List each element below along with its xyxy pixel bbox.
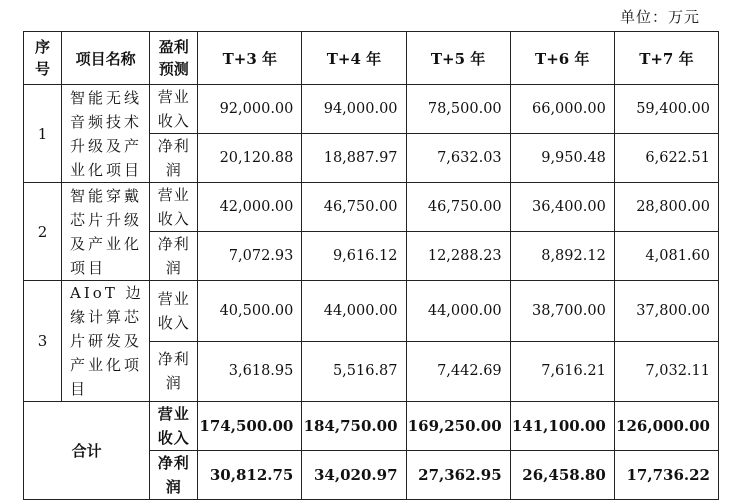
value-cell: 78,500.00 xyxy=(406,85,510,134)
value-cell: 46,750.00 xyxy=(302,183,406,232)
table-row xyxy=(24,183,719,232)
project-name: 智能无线音频技术升级及产业化项目 xyxy=(62,85,150,183)
table-row xyxy=(24,281,719,342)
header-forecast: 盈利 预测 xyxy=(150,32,198,85)
total-label: 合计 xyxy=(24,402,150,500)
value-cell: 9,616.12 xyxy=(302,232,406,281)
value-cell: 18,887.97 xyxy=(302,134,406,183)
value-cell: 37,800.00 xyxy=(614,281,718,342)
value-cell: 6,622.51 xyxy=(614,134,718,183)
forecast-type: 净利 润 xyxy=(150,232,198,281)
value-cell: 94,000.00 xyxy=(302,85,406,134)
table-row xyxy=(24,85,719,134)
value-cell: 8,892.12 xyxy=(510,232,614,281)
value-cell: 40,500.00 xyxy=(198,281,302,342)
value-cell: 20,120.88 xyxy=(198,134,302,183)
value-cell: 7,616.21 xyxy=(510,341,614,402)
project-name: 智能穿戴芯片升级及产业化项目 xyxy=(62,183,150,281)
value-cell: 92,000.00 xyxy=(198,85,302,134)
value-cell: 169,250.00 xyxy=(406,402,510,451)
header-year: T+5 年 xyxy=(406,32,510,85)
value-cell: 9,950.48 xyxy=(510,134,614,183)
value-cell: 42,000.00 xyxy=(198,183,302,232)
value-cell: 7,032.11 xyxy=(614,341,718,402)
header-year: T+7 年 xyxy=(614,32,718,85)
forecast-type: 营业 收入 xyxy=(150,85,198,134)
value-cell: 3,618.95 xyxy=(198,341,302,402)
row-seq: 3 xyxy=(24,281,62,402)
value-cell: 38,700.00 xyxy=(510,281,614,342)
value-cell: 36,400.00 xyxy=(510,183,614,232)
value-cell: 12,288.23 xyxy=(406,232,510,281)
forecast-type: 净利 润 xyxy=(150,134,198,183)
value-cell: 34,020.97 xyxy=(302,451,406,500)
value-cell: 7,632.03 xyxy=(406,134,510,183)
value-cell: 174,500.00 xyxy=(198,402,302,451)
value-cell: 7,442.69 xyxy=(406,341,510,402)
value-cell: 26,458.80 xyxy=(510,451,614,500)
header-year: T+4 年 xyxy=(302,32,406,85)
forecast-type: 营业 收入 xyxy=(150,402,198,451)
forecast-type: 营业 收入 xyxy=(150,281,198,342)
unit-label: 单位：万元 xyxy=(619,8,700,26)
value-cell: 7,072.93 xyxy=(198,232,302,281)
header-year: T+6 年 xyxy=(510,32,614,85)
value-cell: 126,000.00 xyxy=(614,402,718,451)
row-seq: 2 xyxy=(24,183,62,281)
header-year: T+3 年 xyxy=(198,32,302,85)
value-cell: 44,000.00 xyxy=(302,281,406,342)
value-cell: 66,000.00 xyxy=(510,85,614,134)
forecast-type: 营业 收入 xyxy=(150,183,198,232)
value-cell: 27,362.95 xyxy=(406,451,510,500)
value-cell: 46,750.00 xyxy=(406,183,510,232)
row-seq: 1 xyxy=(24,85,62,183)
forecast-table xyxy=(23,31,719,500)
forecast-type: 净利 润 xyxy=(150,451,198,500)
value-cell: 44,000.00 xyxy=(406,281,510,342)
value-cell: 5,516.87 xyxy=(302,341,406,402)
value-cell: 30,812.75 xyxy=(198,451,302,500)
value-cell: 4,081.60 xyxy=(614,232,718,281)
value-cell: 184,750.00 xyxy=(302,402,406,451)
total-row xyxy=(24,402,719,451)
value-cell: 28,800.00 xyxy=(614,183,718,232)
value-cell: 17,736.22 xyxy=(614,451,718,500)
header-row xyxy=(24,32,719,85)
header-seq: 序号 xyxy=(24,32,62,85)
header-project: 项目名称 xyxy=(62,32,150,85)
value-cell: 141,100.00 xyxy=(510,402,614,451)
value-cell: 59,400.00 xyxy=(614,85,718,134)
forecast-type: 净利 润 xyxy=(150,341,198,402)
project-name: AIoT 边缘计算芯片研发及产业化项目 xyxy=(62,281,150,402)
